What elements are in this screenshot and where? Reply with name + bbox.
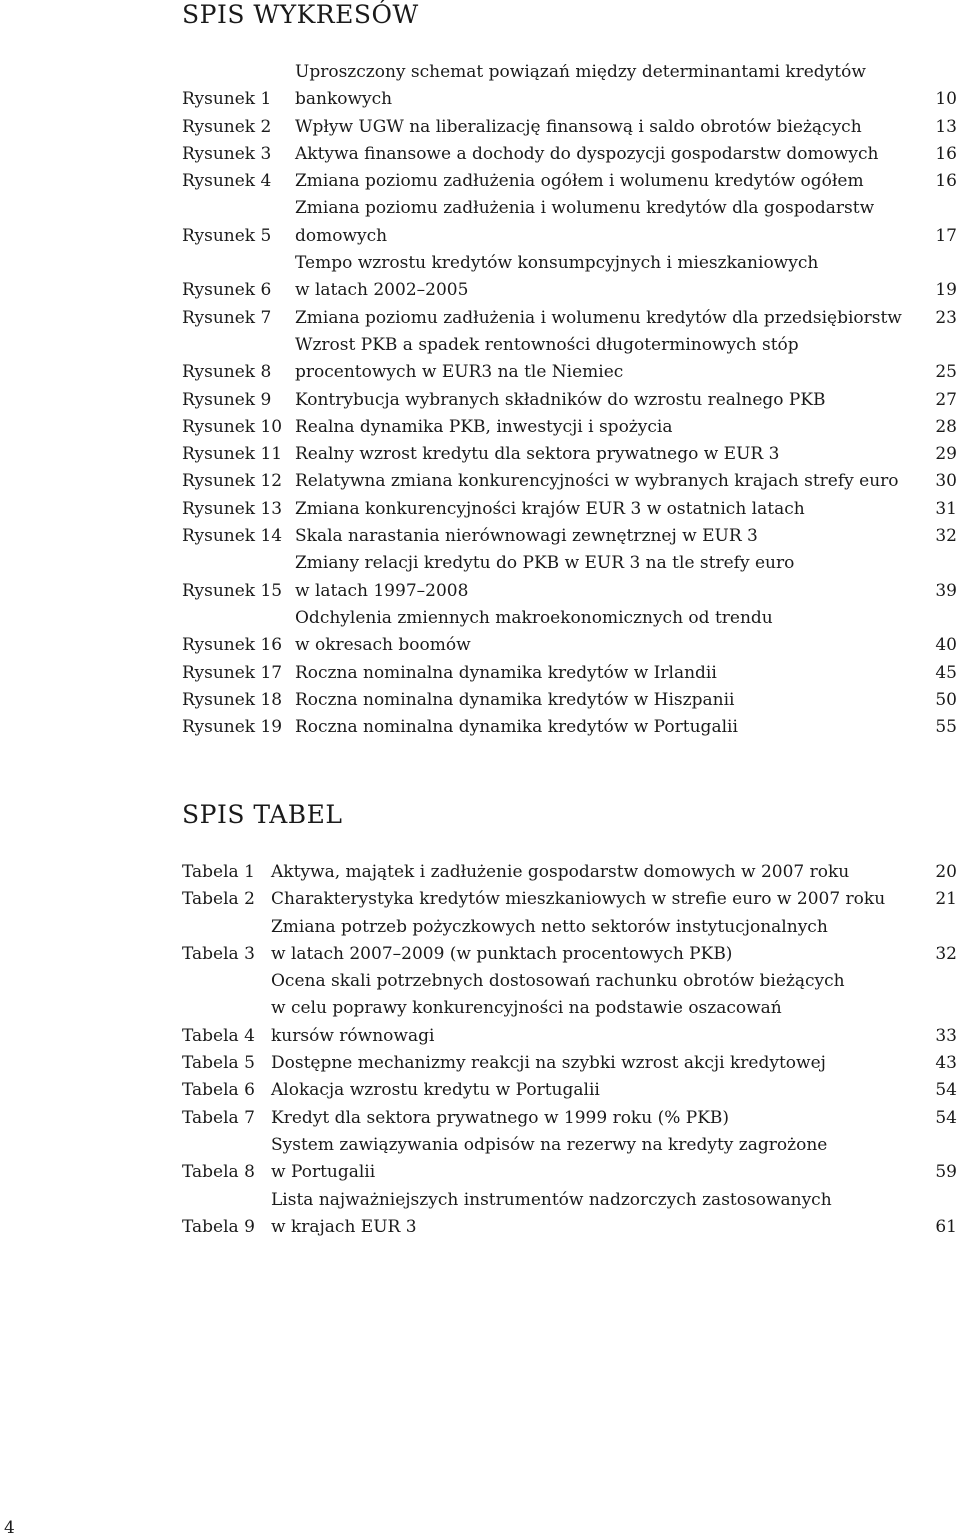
figure-entry [182, 332, 957, 387]
entry-title: Tempo wzrostu kredytów konsumpcyjnych i mieszkaniowych w latach 2002–2005 [295, 253, 819, 301]
entry-page-number: 40 [935, 635, 957, 656]
figure-entry [182, 387, 957, 414]
entry-page-number: 33 [935, 1025, 957, 1046]
entry-label: Tabela 7 [182, 1107, 255, 1128]
table-entry [182, 886, 957, 913]
figures-list [182, 59, 957, 741]
entry-page-number: 61 [935, 1216, 957, 1237]
entry-page-number: 28 [935, 416, 957, 437]
entry-label: Rysunek 16 [182, 635, 283, 656]
page-number: 4 [4, 1518, 15, 1538]
entry-label: Rysunek 8 [182, 362, 272, 383]
figure-entry [182, 114, 957, 141]
entry-page-number: 39 [935, 580, 957, 601]
entry-label: Rysunek 12 [182, 471, 283, 492]
entry-title: Charakterystyka kredytów mieszkaniowych w strefie euro w 2007 roku [271, 889, 886, 910]
entry-label: Rysunek 4 [182, 171, 272, 192]
tables-list [182, 859, 957, 1241]
entry-label: Tabela 3 [182, 943, 255, 964]
table-entry [182, 968, 957, 1050]
figure-entry [182, 441, 957, 468]
entry-page-number: 10 [935, 89, 957, 110]
table-entry [182, 914, 957, 969]
entry-page-number: 50 [935, 689, 957, 710]
entry-title: Wzrost PKB a spadek rentowności długoterminowych stóp procentowych w EUR3 na tle Niemiec [295, 334, 799, 383]
entry-page-number: 32 [935, 526, 957, 547]
entry-title: Zmiana poziomu zadłużenia i wolumenu kredytów dla gospodarstw domowych [295, 198, 875, 246]
table-entry [182, 1187, 957, 1242]
entry-title: Aktywa finansowe a dochody do dyspozycji gospodarstw domowych [295, 143, 879, 164]
entry-page-number: 43 [935, 1053, 957, 1074]
table-entry [182, 1105, 957, 1132]
entry-page-number: 19 [935, 280, 957, 301]
table-entry [182, 859, 957, 886]
entry-title: Roczna nominalna dynamika kredytów w Hiszpanii [295, 689, 735, 710]
figure-entry [182, 414, 957, 441]
entry-title: Realny wzrost kredytu dla sektora prywatnego w EUR 3 [295, 444, 780, 465]
entry-title: Lista najważniejszych instrumentów nadzorczych zastosowanych w krajach EUR 3 [271, 1189, 832, 1237]
figure-entry [182, 468, 957, 495]
entry-page-number: 55 [935, 717, 957, 738]
entry-title: Roczna nominalna dynamika kredytów w Irlandii [295, 662, 717, 683]
entry-label: Tabela 2 [182, 889, 255, 910]
entry-label: Rysunek 15 [182, 580, 283, 601]
figure-entry [182, 496, 957, 523]
table-entry [182, 1050, 957, 1077]
entry-label: Rysunek 18 [182, 689, 283, 710]
entry-title: Ocena skali potrzebnych dostosowań rachunku obrotów bieżących w celu poprawy konkurencyjności na podstawie oszacowań kursów równowagi [271, 971, 845, 1046]
figure-entry [182, 250, 957, 305]
entry-label: Rysunek 3 [182, 143, 272, 164]
entry-page-number: 27 [935, 389, 957, 410]
entry-title: Realna dynamika PKB, inwestycji i spożycia [295, 416, 673, 437]
figure-entry [182, 714, 957, 741]
entry-page-number: 30 [935, 471, 957, 492]
entry-title: Roczna nominalna dynamika kredytów w Portugalii [295, 717, 738, 738]
figure-entry [182, 168, 957, 195]
figures-section-title: SPIS WYKRESÓW [182, 0, 419, 29]
entry-title: Zmiana potrzeb pożyczkowych netto sektorów instytucjonalnych w latach 2007–2009 (w punktach procentowych PKB) [271, 916, 828, 964]
figure-entry [182, 59, 957, 114]
table-entry [182, 1077, 957, 1104]
entry-label: Rysunek 1 [182, 89, 272, 110]
entry-title: Zmiana poziomu zadłużenia ogółem i wolumenu kredytów ogółem [295, 171, 864, 192]
figure-entry [182, 687, 957, 714]
entry-page-number: 25 [935, 362, 957, 383]
entry-page-number: 20 [935, 862, 957, 882]
figure-entry [182, 523, 957, 550]
entry-label: Rysunek 9 [182, 389, 272, 410]
entry-page-number: 54 [935, 1107, 957, 1128]
entry-label: Rysunek 11 [182, 444, 283, 465]
entry-title: Wpływ UGW na liberalizację finansową i saldo obrotów bieżących [295, 116, 862, 137]
entry-page-number: 16 [935, 171, 957, 192]
entry-label: Rysunek 13 [182, 498, 283, 519]
entry-page-number: 23 [935, 307, 957, 328]
figure-entry [182, 550, 957, 605]
entry-label: Tabela 9 [182, 1216, 255, 1237]
entry-title: Relatywna zmiana konkurencyjności w wybranych krajach strefy euro [295, 471, 899, 492]
entry-page-number: 59 [935, 1162, 957, 1183]
figure-entry [182, 195, 957, 250]
entry-label: Tabela 1 [182, 862, 255, 882]
entry-page-number: 13 [935, 116, 957, 137]
entry-label: Rysunek 19 [182, 717, 283, 738]
entry-label: Tabela 4 [182, 1025, 255, 1046]
entry-title: Zmiana konkurencyjności krajów EUR 3 w ostatnich latach [295, 498, 805, 519]
entry-title: Zmiana poziomu zadłużenia i wolumenu kredytów dla przedsiębiorstw [295, 307, 902, 328]
entry-title: Odchylenia zmiennych makroekonomicznych od trendu w okresach boomów [295, 607, 773, 656]
entry-title: Dostępne mechanizmy reakcji na szybki wzrost akcji kredytowej [271, 1053, 826, 1074]
entry-page-number: 32 [935, 943, 957, 964]
entry-title: System zawiązywania odpisów na rezerwy na kredyty zagrożone w Portugalii [271, 1134, 828, 1183]
entry-label: Rysunek 7 [182, 307, 272, 328]
entry-label: Rysunek 6 [182, 280, 272, 301]
entry-page-number: 16 [935, 143, 957, 164]
entry-label: Tabela 5 [182, 1053, 255, 1074]
entry-title: Kontrybucja wybranych składników do wzrostu realnego PKB [295, 389, 826, 410]
figure-entry [182, 605, 957, 660]
entry-label: Rysunek 10 [182, 416, 283, 437]
entry-label: Rysunek 17 [182, 662, 283, 683]
figure-entry [182, 660, 957, 687]
entry-title: Skala narastania nierównowagi zewnętrznej w EUR 3 [295, 526, 758, 547]
entry-label: Rysunek 5 [182, 225, 272, 246]
entry-label: Rysunek 14 [182, 526, 283, 547]
entry-page-number: 45 [935, 662, 957, 683]
entry-page-number: 21 [935, 889, 957, 910]
figure-entry [182, 305, 957, 332]
figure-entry [182, 141, 957, 168]
entry-page-number: 31 [935, 498, 957, 519]
entry-page-number: 17 [935, 225, 957, 246]
entry-label: Tabela 8 [182, 1162, 255, 1183]
entry-title: Kredyt dla sektora prywatnego w 1999 roku (% PKB) [271, 1107, 730, 1128]
entry-label: Tabela 6 [182, 1080, 255, 1101]
tables-section-title: SPIS TABEL [182, 800, 343, 829]
table-entry [182, 1132, 957, 1187]
entry-title: Zmiany relacji kredytu do PKB w EUR 3 na tle strefy euro w latach 1997–2008 [295, 553, 795, 601]
entry-title: Aktywa, majątek i zadłużenie gospodarstw domowych w 2007 roku [271, 862, 850, 882]
entry-title: Uproszczony schemat powiązań między determinantami kredytów bankowych [295, 62, 866, 110]
entry-label: Rysunek 2 [182, 116, 272, 137]
entry-page-number: 54 [935, 1080, 957, 1101]
entry-page-number: 29 [935, 444, 957, 465]
entry-title: Alokacja wzrostu kredytu w Portugalii [271, 1080, 600, 1101]
